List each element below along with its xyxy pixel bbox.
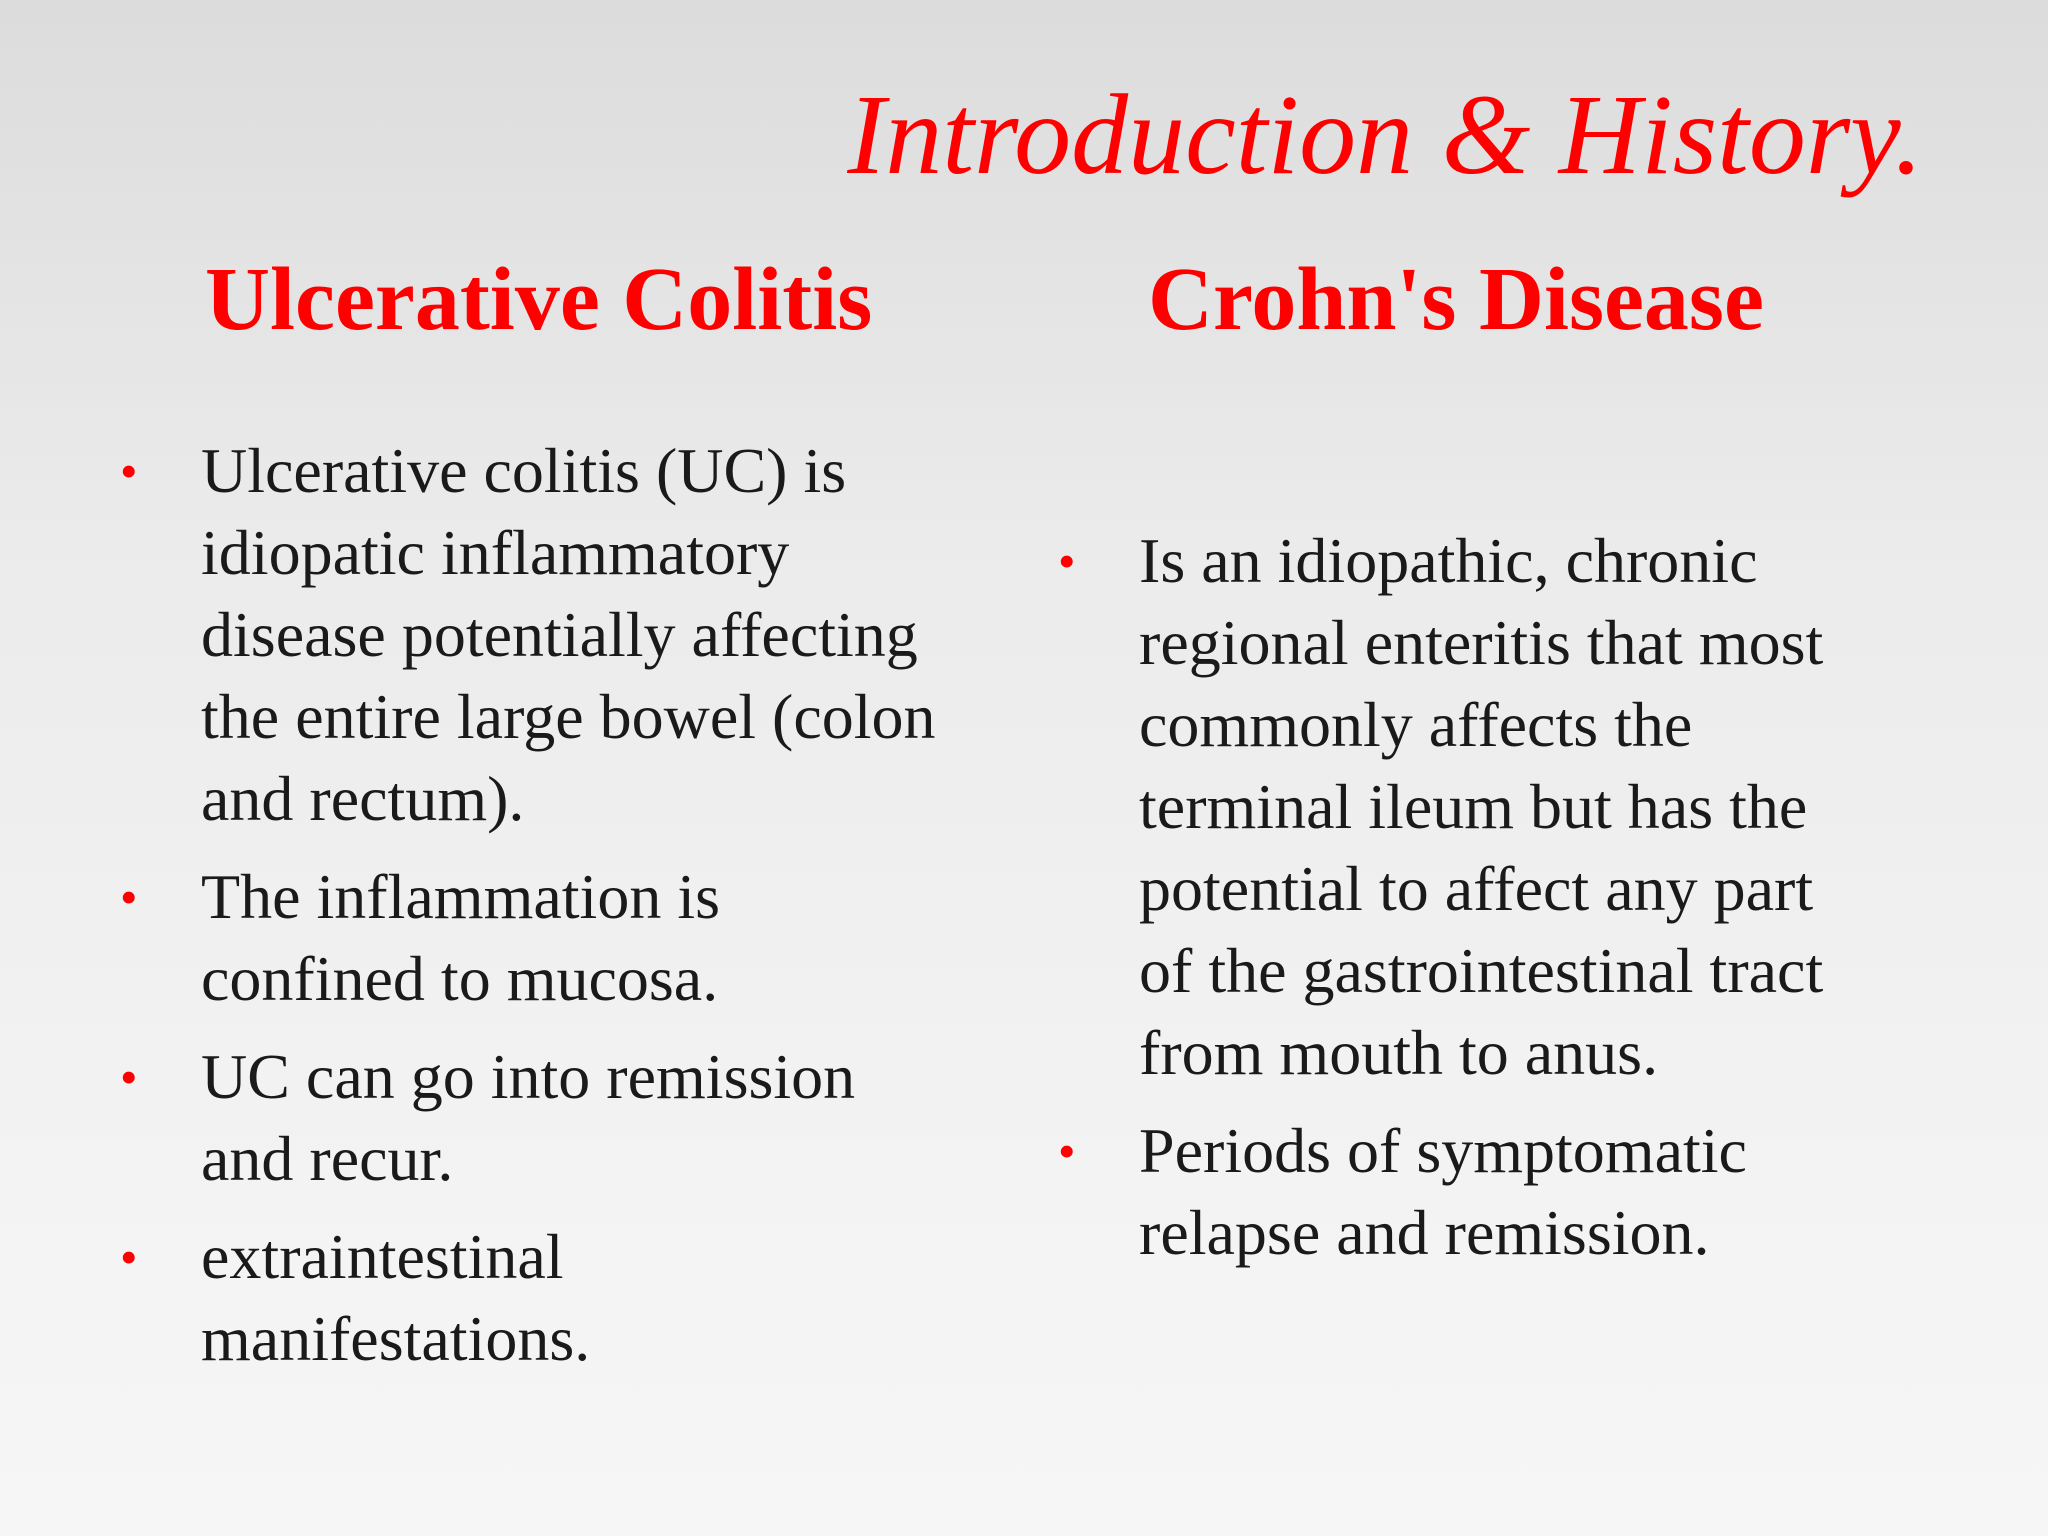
- bullet-item: [120, 1036, 1000, 1200]
- bullet-text: The inflammation is confined to mucosa.: [201, 861, 720, 1014]
- bullet-dot-icon: •: [120, 1229, 138, 1285]
- bullet-item: [1058, 520, 1958, 1094]
- bullet-text: Periods of symptomatic relapse and remission.: [1139, 1115, 1747, 1268]
- bullet-dot-icon: •: [120, 443, 138, 499]
- bullet-item: [120, 430, 1000, 840]
- bullet-text: UC can go into remission and recur.: [201, 1041, 856, 1194]
- bullet-dot-icon: •: [120, 1049, 138, 1105]
- bullet-text: extraintestinal manifestations.: [201, 1221, 591, 1374]
- bullet-item: [120, 1216, 1000, 1380]
- ulcerative-colitis-bullet-list: [120, 430, 1000, 1396]
- heading-ulcerative-colitis: Ulcerative Colitis: [205, 250, 873, 349]
- bullet-item: [120, 856, 1000, 1020]
- heading-crohns-disease: Crohn's Disease: [1148, 250, 1764, 349]
- bullet-text: Ulcerative colitis (UC) is idiopatic inflammatory disease potentially affecting the entire large bowel (colon and rectum).: [201, 435, 936, 834]
- bullet-text: Is an idiopathic, chronic regional enteritis that most commonly affects the terminal ileum but has the potential to affect any part of the gastrointestinal tract from mouth to anus.: [1139, 525, 1824, 1088]
- bullet-dot-icon: •: [1058, 1123, 1076, 1179]
- crohns-disease-bullet-list: [1058, 520, 1958, 1290]
- bullet-item: [1058, 1110, 1958, 1274]
- bullet-dot-icon: •: [120, 869, 138, 925]
- bullet-dot-icon: •: [1058, 533, 1076, 589]
- slide-title: Introduction & History.: [847, 71, 1923, 198]
